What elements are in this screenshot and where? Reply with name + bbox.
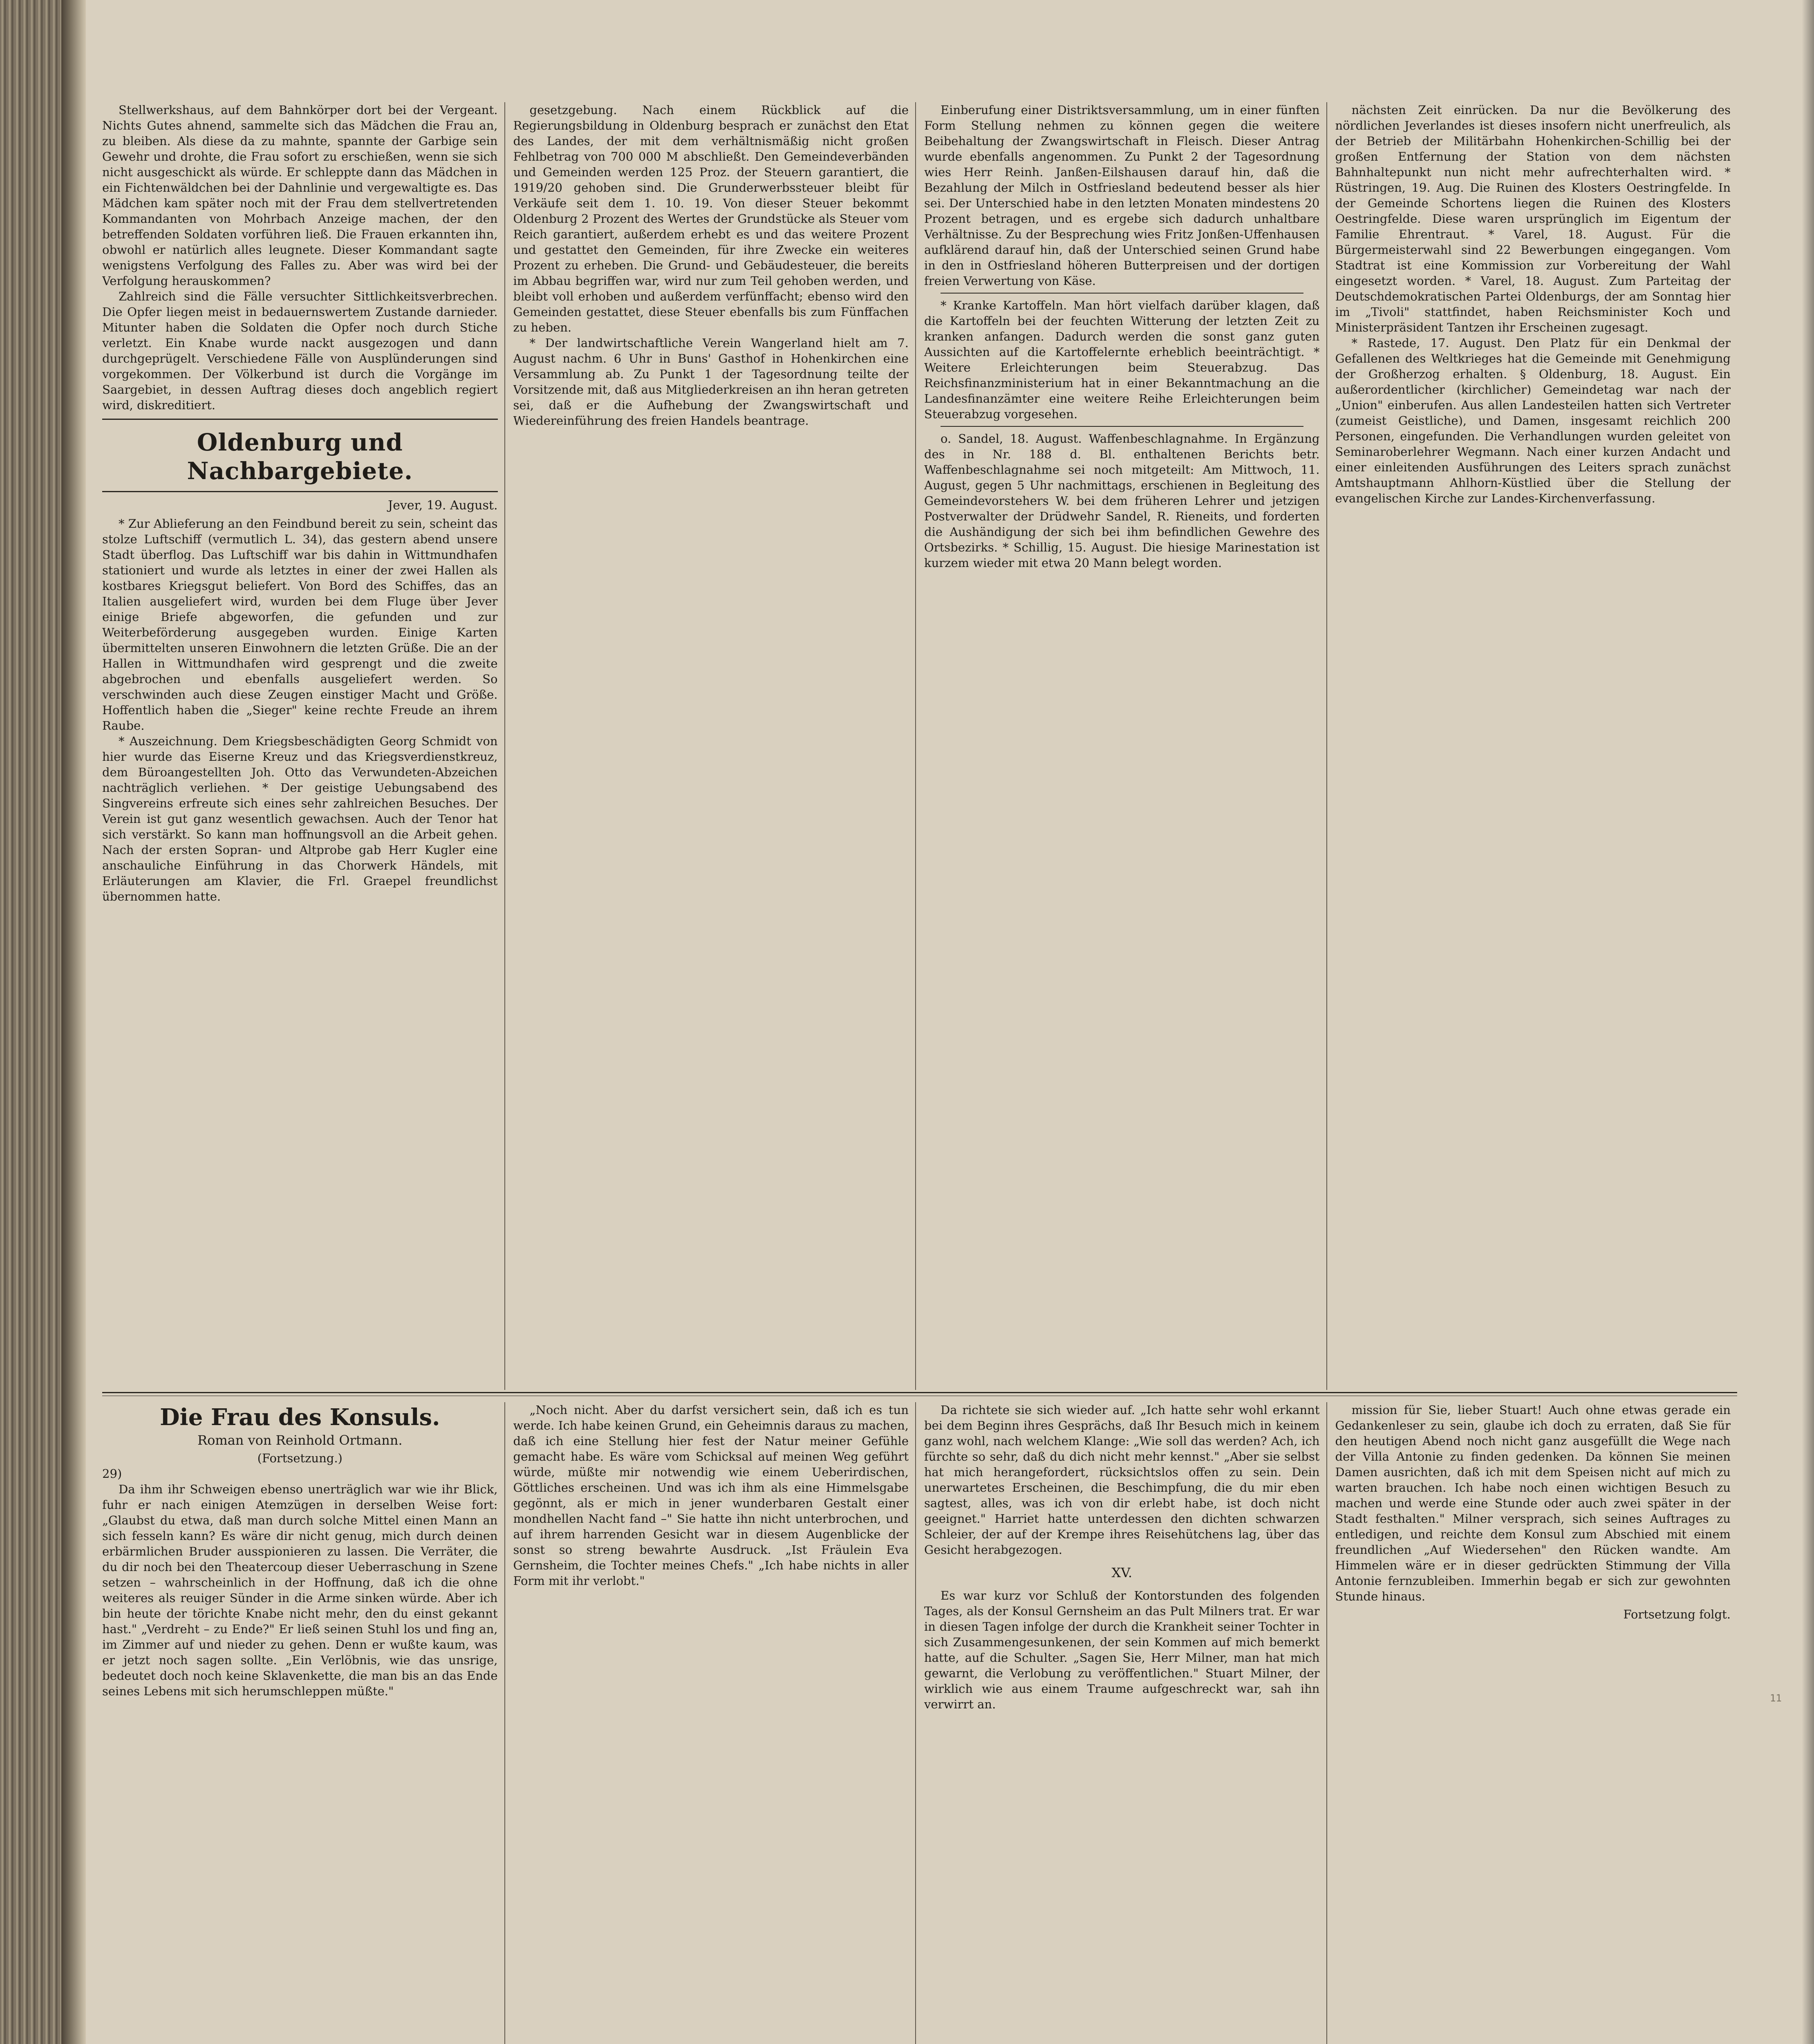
chapter-heading: XV.	[1111, 1565, 1132, 1580]
novel-text: Es war kurz vor Schluß der Kontorstunden des folgenden Tages, als der Konsul Gernsheim an das Pult Milners trat. Er war in diesen Tagen infolge der durch die Krankheit seiner Tochter in sich Zusammengesunkenen, der sein Kommen auf mich bemerkt hatte, auf die Schulter. „Sagen Sie, Herr Milner, man hat mich gewarnt, die Verlobung zu veröffentlichen." Stuart Milner, der wirklich wie aus einem Traume aufgeschreckt war, sah ihn verwirrt an.	[924, 1589, 1320, 1711]
divider	[941, 426, 1303, 427]
novel-column-2	[513, 1402, 916, 2044]
article-text: gesetzgebung. Nach einem Rückblick auf die Regierungsbildung in Oldenburg besprach er zunächst den Etat des Landes, der mit dem verhältnismäßig nicht großen Fehlbetrag von 700 000 M abschließt. Den Gemeindeverbänden und Gemeinden werden 125 Proz. der Steuern garantiert, die 1919/20 gehoben sind. Die Grunderwerbssteuer bleibt für Verkäufe seit dem 1. 10. 19. Von dieser Steuer bekommt Oldenburg 2 Prozent des Wertes der Grundstücke als Steuer vom Reich garantiert, außerdem erhebt es und das weitere Prozent und gestattet den Gemeinden, für ihre Zwecke ein weiteres Prozent zu erheben. Die Grund- und Gebäudesteuer, die bereits im Abbau begriffen war, wird nur zum Teil gehoben werden, und bleibt voll erhoben und außerdem verfünffacht; ebenso wird den Gemeinden gestattet, diese Steuer ebenfalls bis zum Fünffachen zu heben.	[513, 103, 909, 334]
article-text: o. Sandel, 18. August. Waffenbeschlagnahme. In Ergänzung des in Nr. 188 d. Bl. enthaltenen Berichts betr. Waffenbeschlagnahme sei noch mitgeteilt: Am Mittwoch, 11. August, gegen 5 Uhr nachmittags, erschienen in Begleitung des Gemeindevorstehers W. bei dem früheren Lehrer und jetzigen Postverwalter der Drüdwehr Sandel, R. Rieneits, und forderten die Aushändigung der sich bei ihm befindlichen Gewehre des Ortsbezirks. * Schillig, 15. August. Die hiesige Marinestation ist kurzem wieder mit etwa 20 Mann belegt worden.	[924, 432, 1320, 570]
article-text: * Kranke Kartoffeln. Man hört vielfach darüber klagen, daß die Kartoffeln bei der feuchten Witterung der letzten Zeit zu kranken anfangen. Dadurch werden die sonst ganz guten Aussichten auf die Kartoffelernte erheblich beeinträchtigt. * Weitere Erleichterungen beim Steuerabzug. Das Reichsfinanzministerium hat in einer Bekanntmachung an die Landesfinanzämter eine weitere Reihe Erleichterungen beim Steuerabzug vorgesehen.	[924, 298, 1320, 421]
article-text: * Auszeichnung. Dem Kriegsbeschädigten Georg Schmidt von hier wurde das Eiserne Kreuz und das Kriegsverdienstkreuz, dem Büroangestellten Joh. Otto das Verwundeten-Abzeichen nachträglich verliehen. * Der geistige Uebungsabend des Singvereins erfreute sich eines sehr zahlreichen Besuches. Der Verein ist gut ganz wesentlich gewachsen. Auch der Tenor hat sich verstärkt. So kann man hoffnungsvoll an die Arbeit gehen. Nach der ersten Sopran- und Altprobe gab Herr Kugler eine anschauliche Einführung in das Chorwerk Händels, mit Erläuterungen am Klavier, die Frl. Graepel freundlichst übernommen hatte.	[102, 734, 498, 903]
news-column-3	[924, 102, 1327, 1390]
novel-title: Die Frau des Konsuls.	[159, 1404, 440, 1431]
article-text: * Zur Ablieferung an den Feindbund bereit zu sein, scheint das stolze Luftschiff (vermutlich L. 34), das gestern abend unsere Stadt überflog. Das Luftschiff war bis dahin in Wittmundhafen stationiert und wurde als letztes in einer der zwei Hallen als kostbares Kriegsgut beliefert. Von Bord des Schiffes, das an Italien ausgeliefert wird, wurden bei dem Fluge über Jever einige Briefe abgeworfen, die gefunden und zur Weiterbeförderung ausgegeben wurden. Einige Karten übermittelten unseren Einwohnern die letzten Grüße. Die an der Hallen in Wittmundhafen wird gesprengt und die zweite abgebrochen und ebenfalls ausgeliefert werden. So verschwinden auch diese Zeugen einstiger Macht und Größe. Hoffentlich haben die „Sieger" keine rechte Freude an ihrem Raube.	[102, 517, 498, 733]
installment-number: 29)	[102, 1467, 122, 1481]
news-column-1	[102, 102, 505, 1390]
news-column-2	[513, 102, 916, 1390]
novel-column-3	[924, 1402, 1327, 2044]
novel-continuation-head: (Fortsetzung.)	[257, 1451, 343, 1465]
novel-text: mission für Sie, lieber Stuart! Auch ohne etwas gerade ein Gedankenleser zu sein, glaube ich doch zu erraten, daß Sie für den heutigen Abend noch nicht ganz ausgefüllt die Wege nach der Villa Antonie zu finden gedenken. Da können Sie meinen Damen ausrichten, daß ich mit dem Speisen nicht auf mich zu warten brauchen. Ich habe noch einen wichtigen Besuch zu machen und werde eine Stunde oder auch zwei später in der Stadt festhalten." Milner versprach, sich seines Auftrages zu entledigen, und reichte dem Konsul zum Abschied mit einem freundlichen „Auf Wiedersehen" den Rücken wandte. Am Himmelen wäre er in dieser gedrückten Stimmung der Villa Antonie fernzubleiben. Immerhin begab er sich zur gewohnten Stunde hinaus.	[1335, 1403, 1731, 1603]
article-text: Einberufung einer Distriktsversammlung, um in einer fünften Form Stellung nehmen zu können gegen die weitere Beibehaltung der Zwangswirtschaft in Fleisch. Dieser Antrag wurde ebenfalls angenommen. Zu Punkt 2 der Tagesordnung wies Herr Reinh. Janßen-Eilshausen darauf hin, daß die Bezahlung der Milch in Ostfriesland bedeutend besser als hier sei. Der Unterschied habe in den letzten Monaten mindestens 20 Prozent betragen, und es ergebe sich dadurch unhaltbare Verhältnisse. Zu der Besprechung wies Fritz Jonßen-Uffenhausen aufklärend darauf hin, daß der Unterschied seinen Grund habe in den in Ostfriesland höheren Butterpreisen und der dortigen freien Verwertung von Käse.	[924, 103, 1320, 288]
divider	[941, 293, 1303, 294]
book-gutter-shadow	[61, 0, 86, 2044]
news-section	[102, 102, 1737, 1390]
divider	[102, 491, 498, 492]
article-text: * Rastede, 17. August. Den Platz für ein Denkmal der Gefallenen des Weltkrieges hat die Gemeinde mit Genehmigung der Großherzog erhalten. § Oldenburg, 18. August. Ein außerordentlicher (kirchlicher) Gemeindetag war nach der „Union" einberufen. Aus allen Landesteilen hatten sich Vertreter (zumeist Geistliche), und Damen, insgesamt reichlich 200 Personen, eingefunden. Die Verhandlungen wurden geleitet von Seminaroberlehrer Wegmann. Nach einer kurzen Andacht und einer einleitenden Ausführungen des Leiters sprach zunächst Amtshauptmann Ahlhorn-Küstlied über die Stellung der evangelischen Kirche zur Landes-Kirchenverfassung.	[1335, 336, 1731, 505]
article-text: Stellwerkshaus, auf dem Bahnkörper dort bei der Vergeant. Nichts Gutes ahnend, sammelte sich das Mädchen die Frau an, zu bleiben. Als diese da zu mahnte, spannte der Garbige sein Gewehr und drohte, die Frau sofort zu erschießen, wenn sie sich nicht ausgeschickt als würde. Er schleppte dann das Mädchen in ein Fichtenwäldchen bei der Dahnlinie und vergewaltigte es. Das Mädchen kam später noch mit der Frau dem stellvertretenden Kommandanten von Mohrbach Anzeige machen, der den betreffenden Soldaten vorführen ließ. Die Frauen erkannten ihn, obwohl er natürlich alles leugnete. Dieser Kommandant sagte wenigstens Verfolgung des Falles zu. Aber was wird bei der Verfolgung herauskommen?	[102, 103, 498, 288]
novel-text: „Noch nicht. Aber du darfst versichert sein, daß ich es tun werde. Ich habe keinen Grund, ein Geheimnis daraus zu machen, daß ich eine Stellung hier fest der Natur meiner Gefühle gemacht habe. Es wäre vom Schicksal auf meinen Weg geführt würde, müßte mir notwendig wie einem Ueberirdischen, Göttliches erscheinen. Und was ich ihm als eine Himmelsgabe gegönnt, als er mich in jener wunderbaren Gestalt einer mondhellen Nacht fand –" Sie hatte ihn nicht unterbrochen, und auf ihrem harrenden Gesicht war in diesem Augenblicke der sonst so streng bewahrte Ausdruck. „Ist Fräulein Eva Gernsheim, die Tochter meines Chefs." „Ich habe nichts in aller Form mit ihr verlobt."	[513, 1403, 909, 1588]
novel-author: Roman von Reinhold Ortmann.	[197, 1432, 403, 1448]
continuation-note: Fortsetzung folgt.	[1623, 1607, 1731, 1621]
novel-text: Da richtete sie sich wieder auf. „Ich hatte sehr wohl erkannt bei dem Beginn ihres Gesprächs, daß Ihr Besuch mich in keinem ganz wohl, nach welchem Klange: „Wie soll das werden? Ach, ich fürchte so sehr, daß du dich nicht mehr kennst." „Aber sie selbst hat mich herangefordert, rücksichtslos offen zu sein. Dein unerwartetes Erscheinen, die Beschimpfung, die du mir eben sagtest, alles, was ich von dir erlebt habe, ist doch nicht geeignet." Harriet hatte unterdessen den dichten schwarzen Schleier, der auf der Krempe ihres Reisehütchens lag, über das Gesicht herabgezogen.	[924, 1403, 1320, 1557]
divider	[102, 419, 498, 420]
novel-column-4	[1335, 1402, 1738, 2044]
article-text: Zahlreich sind die Fälle versuchter Sittlichkeitsverbrechen. Die Opfer liegen meist in bedauernswertem Zustande darnieder. Mitunter haben die Soldaten die Opfer noch durch Stiche verletzt. Ein Knabe wurde nackt ausgezogen und dann durchgeprügelt. Verschiedene Fälle von Ausplünderungen sind vorgekommen. Der Völkerbund ist durch die Vorgänge im Saargebiet, in dessen Auftrag dieses doch angeblich regiert wird, diskreditiert.	[102, 289, 498, 412]
margin-mark: 11	[1770, 1692, 1782, 1704]
book-binding-edge	[0, 0, 61, 2044]
article-text: nächsten Zeit einrücken. Da nur die Bevölkerung des nördlichen Jeverlandes ist dieses insofern nicht unerfreulich, als der Betrieb der Militärbahn Hohenkirchen-Schillig bei der großen Entfernung der Station von dem nächsten Bahnhaltepunkt nun nicht mehr aufrechterhalten wird. * Rüstringen, 19. Aug. Die Ruinen des Klosters Oestringfelde. In der Gemeinde Schortens liegen die Ruinen des Klosters Oestringfelde. Diese waren ursprünglich im Eigentum der Familie Ehrentraut. * Varel, 18. August. Für die Bürgermeisterwahl sind 22 Bewerbungen eingegangen. Vom Stadtrat ist eine Kommission zur Vorbereitung der Wahl eingesetzt worden. * Varel, 18. August. Zum Parteitag der Deutschdemokratischen Partei Oldenburgs, der am Sonntag hier im „Tivoli" stattfindet, haben Reichsminister Koch und Ministerpräsident Tantzen ihr Erscheinen zugesagt.	[1335, 103, 1731, 334]
section-title: Oldenburg und Nachbargebiete.	[187, 428, 413, 485]
novel-text: Da ihm ihr Schweigen ebenso unerträglich war wie ihr Blick, fuhr er nach einigen Atemzügen in derselben Weise fort: „Glaubst du etwa, daß man durch solche Mittel einen Mann an sich fesseln kann? Es wäre dir nicht genug, mich durch deinen erbärmlichen Bruder ausspionieren zu lassen. Die Verräter, die du dir noch bei den Theatercoup dieser Ueberraschung in Szene setzen – wahrscheinlich in der Hoffnung, daß ich die ohne weiteres als reuiger Sünder in die Arme sinken würde. Aber ich bin heute der törichte Knabe nicht mehr, den du einst gekannt hast." „Verdreht – zu Ende?" Er ließ seinen Stuhl los und fing an, im Zimmer auf und nieder zu gehen. Denn er wußte kaum, was er jetzt noch sagen sollte. „Ein Verlöbnis, wie das unsrige, bedeutet doch noch keine Sklavenkette, die man bis an das Ende seines Lebens mit sich herumschleppen müßte."	[102, 1482, 498, 1698]
novel-column-1	[102, 1402, 505, 2044]
news-column-4	[1335, 102, 1738, 1390]
page-edge-shadow	[1802, 0, 1814, 2044]
article-text: * Der landwirtschaftliche Verein Wangerland hielt am 7. August nachm. 6 Uhr in Buns' Gasthof in Hohenkirchen eine Versammlung ab. Zu Punkt 1 der Tagesordnung teilte der Vorsitzende mit, daß aus Mitgliederkreisen an ihn heran getreten sei, daß er die Aufhebung der Zwangswirtschaft und Wiedereinführung des freien Handels beantrage.	[513, 336, 909, 428]
feuilleton-section	[102, 1402, 1737, 2044]
dateline: Jever, 19. August.	[388, 498, 498, 513]
section-separator	[102, 1392, 1737, 1396]
